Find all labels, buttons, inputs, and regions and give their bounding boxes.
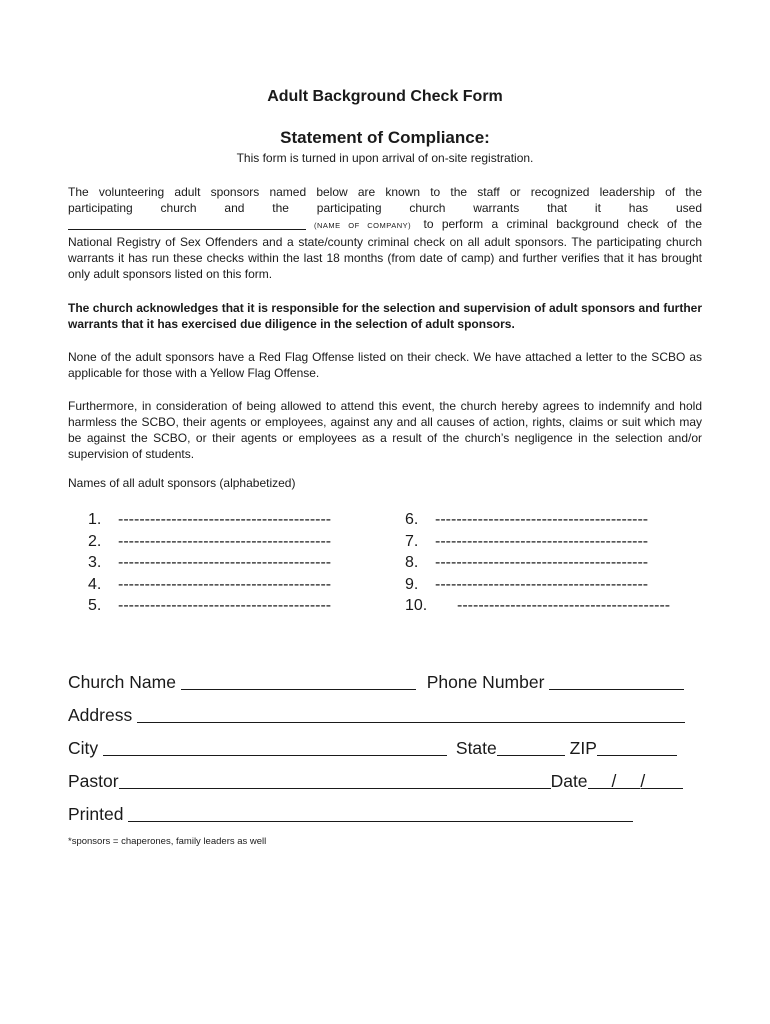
company-name-label: (NAME OF COMPANY) [314,221,412,230]
church-name-label: Church Name [68,672,176,692]
sponsor-number: 9. [405,575,419,593]
printed-field[interactable] [128,820,633,822]
paragraph-warranty-line1: The volunteering adult sponsors named below are known to the staff or recognized leadership of the [68,185,702,199]
address-field[interactable] [137,721,685,723]
paragraph-warranty [68,184,702,282]
sponsor-list-left [88,509,331,617]
sponsor-line[interactable]: ---------------------------------------- [118,597,332,614]
sponsor-number: 3. [88,554,102,571]
sponsor-line[interactable]: ---------------------------------------- [118,511,332,528]
address-row [68,705,685,726]
sponsor-line[interactable]: ---------------------------------------- [457,597,671,614]
sponsor-entry[interactable] [88,552,331,574]
paragraph-warranty-line2: participating church and the participating church warrants that it has used [68,201,702,215]
form-title: Adult Background Check Form [267,88,503,105]
sponsor-line[interactable]: ---------------------------------------- [118,554,332,571]
printed-label: Printed [68,804,124,824]
paragraph-warranty-rest: National Registry of Sex Offenders and a state/county criminal check on all adult sponsors. The participating church warrants it has run these checks within the last 18 months (from date of camp) and further verifies that it has brought only adult sponsors listed on this form. [68,235,702,281]
pastor-date-row [68,771,683,792]
sponsor-number: 6. [405,511,419,528]
date-month-field[interactable] [588,787,612,789]
sponsor-entry[interactable] [405,552,670,574]
sponsor-entry[interactable] [405,595,670,617]
sponsor-line[interactable]: ---------------------------------------- [435,511,649,528]
sponsor-line[interactable]: ---------------------------------------- [435,554,649,571]
sponsor-entry[interactable] [405,509,670,531]
church-phone-row [68,672,684,693]
pastor-label: Pastor [68,771,119,791]
company-name-field[interactable] [68,229,306,230]
date-separator: / [611,771,617,791]
church-name-field[interactable] [181,688,416,690]
paragraph-red-flag: None of the adult sponsors have a Red Flag Offense listed on their check. We have attached a letter to the SCBO as applicable for those with a Yellow Flag Offense. [68,350,702,380]
date-year-field[interactable] [645,787,683,789]
sponsor-list-right [405,509,670,617]
phone-number-label: Phone Number [426,672,545,692]
sponsor-line[interactable]: ---------------------------------------- [435,532,649,550]
state-label: State [455,738,497,758]
city-label: City [68,738,99,758]
sponsor-entry[interactable] [88,595,331,617]
city-state-zip-row [68,738,677,759]
sponsor-entry[interactable] [88,531,331,553]
zip-field[interactable] [597,754,677,756]
paragraph-warranty-line3-tail: to perform a criminal background check of the [423,217,702,231]
date-label: Date [550,771,588,791]
pastor-field[interactable] [119,787,551,789]
state-field[interactable] [497,754,565,756]
form-subnote: This form is turned in upon arrival of on-site registration. [236,151,534,165]
address-label: Address [68,705,133,725]
sponsor-list-label: Names of all adult sponsors (alphabetized) [68,476,296,490]
sponsor-line[interactable]: ---------------------------------------- [118,532,332,550]
footnote: *sponsors = chaperones, family leaders as well [68,836,267,847]
sponsor-number: 8. [405,554,419,571]
sponsor-line[interactable]: ---------------------------------------- [435,575,649,593]
sponsor-number: 2. [88,532,102,550]
printed-row [68,804,633,825]
sponsor-entry[interactable] [88,509,331,531]
paragraph-indemnify: Furthermore, in consideration of being allowed to attend this event, the church hereby agrees to indemnify and hold harmless the SCBO, their agents or employees, against any and all causes of action, rights, claims or suit which may be against the SCBO, or their agents or employees as a result of the church’s negligence in the selection and/or supervision of students. [68,399,702,461]
sponsor-number: 4. [88,575,102,593]
sponsor-number: 5. [88,597,102,614]
date-day-field[interactable] [616,787,640,789]
sponsor-entry[interactable] [88,574,331,596]
phone-number-field[interactable] [549,688,684,690]
sponsor-entry[interactable] [405,531,670,553]
city-field[interactable] [103,754,447,756]
sponsor-number: 10. [405,597,428,614]
paragraph-warranty-line3 [68,216,702,234]
paragraph-acknowledgement: The church acknowledges that it is responsible for the selection and supervision of adult sponsors and further warrants that it has exercised due diligence in the selection of adult sponsors. [68,301,702,331]
zip-label: ZIP [569,738,597,758]
date-separator: / [640,771,646,791]
sponsor-number: 1. [88,511,102,528]
form-subtitle: Statement of Compliance: [280,128,490,147]
sponsor-number: 7. [405,532,419,550]
sponsor-entry[interactable] [405,574,670,596]
sponsor-line[interactable]: ---------------------------------------- [118,575,332,593]
